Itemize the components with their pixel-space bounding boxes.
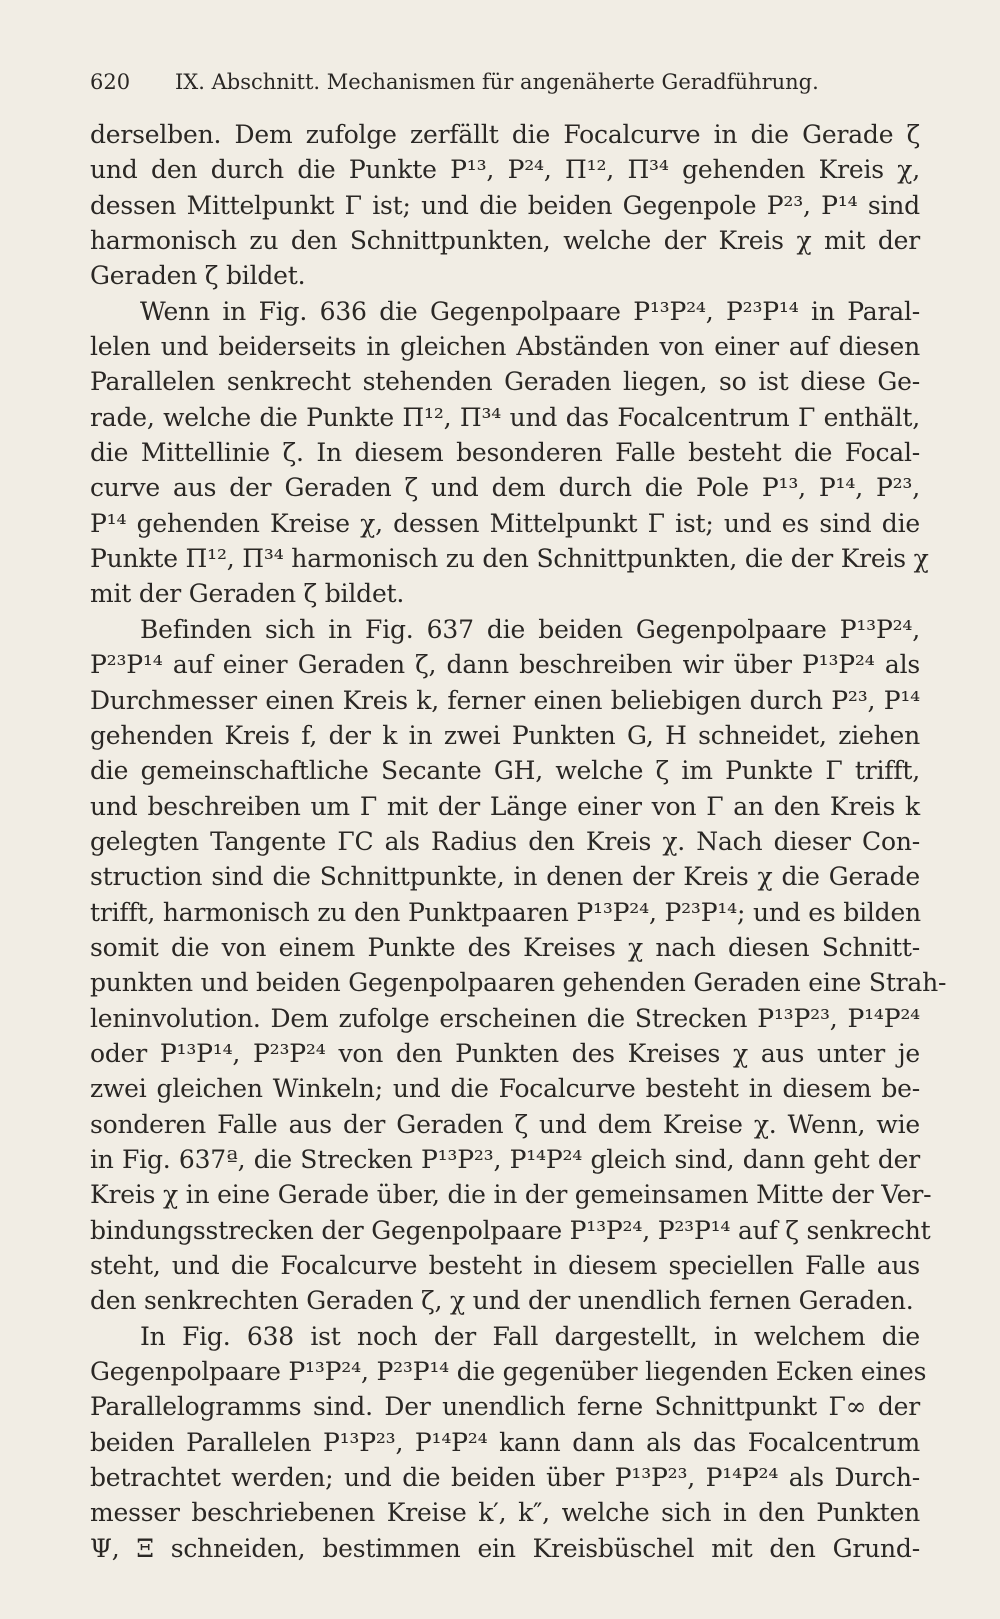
text-line: in Fig. 637ª, die Strecken P¹³P²³, P¹⁴P²⁴ gleich sind, dann geht der [90,1144,920,1174]
text-line: gelegten Tangente ΓC als Radius den Kreis χ. Nach dieser Con- [90,826,920,856]
text-line: trifft, harmonisch zu den Punktpaaren P¹³P²⁴, P²³P¹⁴; und es bilden [90,897,921,927]
text-line: curve aus der Geraden ζ und dem durch die Pole P¹³, P¹⁴, P²³, [90,473,920,503]
text-line: beiden Parallelen P¹³P²³, P¹⁴P²⁴ kann dann als das Focalcentrum [90,1427,920,1457]
running-header [90,62,930,102]
text-line: Gegenpolpaare P¹³P²⁴, P²³P¹⁴ die gegenüber liegenden Ecken eines [90,1357,927,1387]
text-line: Parallelen senkrecht stehenden Geraden liegen, so ist diese Ge- [90,367,920,397]
text-line: In Fig. 638 ist noch der Fall dargestellt, in welchem die [140,1321,920,1351]
text-line: struction sind die Schnittpunkte, in denen der Kreis χ die Gerade [90,862,920,892]
text-line: Befinden sich in Fig. 637 die beiden Gegenpolpaare P¹³P²⁴, [140,614,920,644]
text-line: Geraden ζ bildet. [90,261,306,291]
text-line: punkten und beiden Gegenpolpaaren gehenden Geraden eine Strah- [90,968,947,998]
text-line: harmonisch zu den Schnittpunkten, welche der Kreis χ mit der [90,226,920,256]
text-line: somit die von einem Punkte des Kreises χ nach diesen Schnitt- [90,932,920,962]
page-number: 620 [90,70,131,94]
text-line: Wenn in Fig. 636 die Gegenpolpaare P¹³P²⁴, P²³P¹⁴ in Paral- [140,296,920,326]
text-line: derselben. Dem zufolge zerfällt die Focalcurve in die Gerade ζ [90,120,920,149]
text-line: betrachtet werden; und die beiden über P¹³P²³, P¹⁴P²⁴ als Durch- [90,1463,920,1493]
text-line: lelen und beiderseits in gleichen Abständen von einer auf diesen [90,332,920,362]
text-line: leninvolution. Dem zufolge erscheinen die Strecken P¹³P²³, P¹⁴P²⁴ [90,1003,920,1033]
text-line: die gemeinschaftliche Secante GH, welche ζ im Punkte Γ trifft, [90,756,920,786]
text-line: und den durch die Punkte P¹³, P²⁴, Π¹², Π³⁴ gehenden Kreis χ, [90,155,920,185]
text-line: oder P¹³P¹⁴, P²³P²⁴ von den Punkten des Kreises χ aus unter je [90,1038,920,1068]
text-line: den senkrechten Geraden ζ, χ und der unendlich fernen Geraden. [90,1286,914,1316]
body-text [90,117,947,1566]
text-line: Durchmesser einen Kreis k, ferner einen beliebigen durch P²³, P¹⁴ [90,685,920,715]
text-line: mit der Geraden ζ bildet. [90,579,405,609]
text-line: P²³P¹⁴ auf einer Geraden ζ, dann beschreiben wir über P¹³P²⁴ als [90,650,920,680]
text-line: Ψ, Ξ schneiden, bestimmen ein Kreisbüschel mit den Grund- [90,1533,920,1563]
text-line: Parallelogramms sind. Der unendlich ferne Schnittpunkt Γ∞ der [90,1392,920,1422]
text-line: rade, welche die Punkte Π¹², Π³⁴ und das Focalcentrum Γ enthält, [90,402,920,432]
running-title: IX. Abschnitt. Mechanismen für angenäherte Geradführung. [175,70,819,94]
text-line: P¹⁴ gehenden Kreise χ, dessen Mittelpunkt Γ ist; und es sind die [90,508,920,538]
text-line: dessen Mittelpunkt Γ ist; und die beiden Gegenpole P²³, P¹⁴ sind [90,190,920,220]
text-line: sonderen Falle aus der Geraden ζ und dem Kreise χ. Wenn, wie [90,1109,920,1139]
text-line: Punkte Π¹², Π³⁴ harmonisch zu den Schnittpunkten, die der Kreis χ [90,544,929,574]
text-line: zwei gleichen Winkeln; und die Focalcurve besteht in diesem be- [90,1074,920,1104]
text-line: Kreis χ in eine Gerade über, die in der gemeinsamen Mitte der Ver- [90,1180,932,1210]
text-line: steht, und die Focalcurve besteht in diesem speciellen Falle aus [90,1251,920,1280]
text-line: messer beschriebenen Kreise k′, k″, welche sich in den Punkten [90,1498,920,1528]
text-line: gehenden Kreis f, der k in zwei Punkten G, H schneidet, ziehen [90,720,920,750]
text-line: bindungsstrecken der Gegenpolpaare P¹³P²⁴, P²³P¹⁴ auf ζ senkrecht [90,1215,931,1245]
text-line: die Mittellinie ζ. In diesem besonderen Falle besteht die Focal- [90,438,920,468]
text-line: und beschreiben um Γ mit der Länge einer von Γ an den Kreis k [90,791,920,821]
